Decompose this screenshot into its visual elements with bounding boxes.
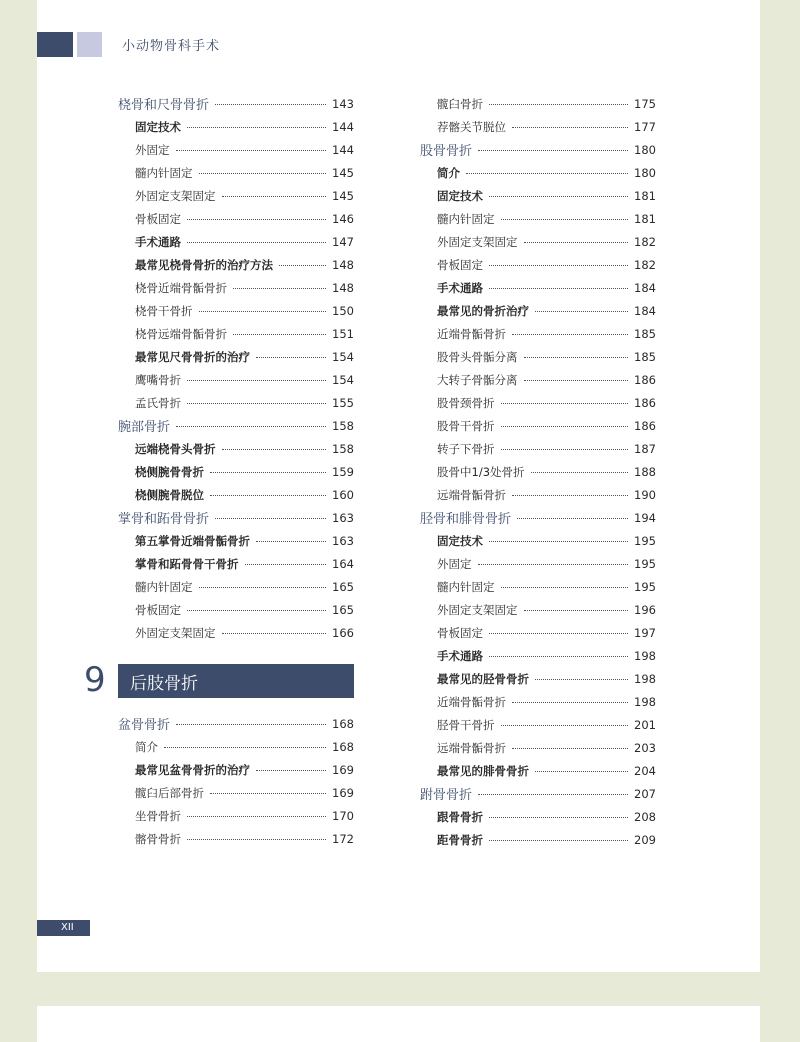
toc-entry[interactable] <box>420 92 656 115</box>
toc-leader-dots <box>512 334 628 335</box>
book-title: 小动物骨科手术 <box>122 39 221 54</box>
toc-leader-dots <box>210 472 326 473</box>
toc-entry-page: 181 <box>634 188 656 203</box>
chapter-title: 后肢骨折 <box>130 673 198 694</box>
toc-entry-page: 187 <box>634 441 656 456</box>
toc-entry[interactable] <box>420 253 656 276</box>
toc-leader-dots <box>233 288 326 289</box>
toc-entry-label: 外固定 <box>437 556 472 571</box>
toc-entry-label: 骨板固定 <box>135 211 181 226</box>
toc-entry[interactable] <box>118 552 354 575</box>
toc-entry-page: 144 <box>332 142 354 157</box>
toc-entry-page: 182 <box>634 234 656 249</box>
toc-entry[interactable] <box>118 345 354 368</box>
toc-entry[interactable] <box>420 644 656 667</box>
toc-entry[interactable] <box>118 758 354 781</box>
toc-entry-label: 胫骨干骨折 <box>437 717 495 732</box>
toc-leader-dots <box>535 311 628 312</box>
toc-entry[interactable] <box>420 828 656 851</box>
toc-entry[interactable] <box>118 437 354 460</box>
toc-entry[interactable] <box>420 506 656 529</box>
toc-entry-label: 固定技术 <box>437 533 483 548</box>
toc-entry-page: 165 <box>332 602 354 617</box>
toc-leader-dots <box>199 173 327 174</box>
toc-entry-label: 手术通路 <box>135 234 181 249</box>
toc-entry[interactable] <box>118 781 354 804</box>
toc-entry[interactable] <box>118 230 354 253</box>
toc-entry-page: 166 <box>332 625 354 640</box>
toc-entry-label: 骨板固定 <box>437 625 483 640</box>
toc-entry-label: 桡骨近端骨骺骨折 <box>135 280 227 295</box>
toc-leader-dots <box>176 724 326 725</box>
toc-entry-page: 194 <box>634 510 656 525</box>
toc-entry-page: 186 <box>634 395 656 410</box>
toc-entry-label: 骨板固定 <box>437 257 483 272</box>
toc-entry-label: 股骨中1/3处骨折 <box>437 464 525 479</box>
toc-column-right <box>420 92 656 851</box>
toc-entry-page: 197 <box>634 625 656 640</box>
toc-leader-dots <box>489 104 628 105</box>
toc-entry-label: 近端骨骺骨折 <box>437 326 506 341</box>
toc-entry-page: 195 <box>634 579 656 594</box>
toc-entry[interactable] <box>420 460 656 483</box>
toc-column-left-bottom <box>118 712 354 850</box>
toc-leader-dots <box>489 633 628 634</box>
toc-entry-label: 髂骨骨折 <box>135 831 181 846</box>
toc-leader-dots <box>210 793 326 794</box>
toc-entry-page: 172 <box>332 831 354 846</box>
toc-entry-label: 远端骨骺骨折 <box>437 740 506 755</box>
toc-entry[interactable] <box>118 391 354 414</box>
toc-entry-page: 195 <box>634 533 656 548</box>
toc-leader-dots <box>524 610 629 611</box>
toc-entry-page: 201 <box>634 717 656 732</box>
toc-entry-page: 207 <box>634 786 656 801</box>
toc-entry-page: 154 <box>332 372 354 387</box>
chapter-number: 9 <box>84 660 106 700</box>
toc-entry-label: 外固定支架固定 <box>437 234 518 249</box>
toc-entry-page: 146 <box>332 211 354 226</box>
toc-entry-page: 163 <box>332 533 354 548</box>
toc-entry-page: 209 <box>634 832 656 847</box>
toc-entry-page: 185 <box>634 349 656 364</box>
toc-entry-page: 188 <box>634 464 656 479</box>
toc-entry-label: 固定技术 <box>437 188 483 203</box>
toc-entry-page: 198 <box>634 694 656 709</box>
toc-entry-page: 175 <box>634 96 656 111</box>
toc-entry[interactable] <box>420 759 656 782</box>
toc-entry-page: 168 <box>332 716 354 731</box>
toc-leader-dots <box>489 840 628 841</box>
toc-entry[interactable] <box>420 782 656 805</box>
toc-entry-label: 盆骨骨折 <box>118 718 171 733</box>
toc-leader-dots <box>512 127 628 128</box>
toc-leader-dots <box>478 150 628 151</box>
toc-entry[interactable] <box>420 575 656 598</box>
toc-entry-page: 154 <box>332 349 354 364</box>
toc-leader-dots <box>176 150 327 151</box>
toc-entry[interactable] <box>118 827 354 850</box>
toc-entry[interactable] <box>420 276 656 299</box>
toc-entry-page: 155 <box>332 395 354 410</box>
toc-entry-label: 简介 <box>135 739 158 754</box>
toc-entry-page: 182 <box>634 257 656 272</box>
toc-entry-page: 160 <box>332 487 354 502</box>
toc-column-left-top <box>118 92 354 644</box>
toc-entry[interactable] <box>420 414 656 437</box>
toc-entry-page: 163 <box>332 510 354 525</box>
toc-leader-dots <box>187 403 326 404</box>
toc-leader-dots <box>489 541 628 542</box>
toc-entry-label: 股骨干骨折 <box>437 418 495 433</box>
toc-entry-page: 145 <box>332 188 354 203</box>
toc-entry-label: 股骨骨折 <box>420 144 473 159</box>
toc-entry[interactable] <box>118 207 354 230</box>
toc-leader-dots <box>524 357 629 358</box>
toc-entry[interactable] <box>420 322 656 345</box>
toc-leader-dots <box>535 771 628 772</box>
toc-leader-dots <box>245 564 327 565</box>
toc-entry-label: 胫骨和腓骨骨折 <box>420 512 512 527</box>
toc-entry-label: 腕部骨折 <box>118 420 171 435</box>
toc-entry-label: 掌骨和跖骨骨干骨折 <box>135 556 239 571</box>
toc-entry-page: 151 <box>332 326 354 341</box>
toc-leader-dots <box>501 587 629 588</box>
toc-leader-dots <box>512 702 628 703</box>
toc-entry-page: 177 <box>634 119 656 134</box>
toc-entry-page: 190 <box>634 487 656 502</box>
toc-leader-dots <box>187 380 326 381</box>
toc-entry-label: 简介 <box>437 165 460 180</box>
toc-entry-page: 158 <box>332 418 354 433</box>
toc-entry-label: 大转子骨骺分离 <box>437 372 518 387</box>
toc-entry-page: 181 <box>634 211 656 226</box>
toc-entry-page: 143 <box>332 96 354 111</box>
toc-entry[interactable] <box>118 414 354 437</box>
toc-entry-label: 股骨颈骨折 <box>437 395 495 410</box>
toc-leader-dots <box>199 587 327 588</box>
toc-entry-page: 145 <box>332 165 354 180</box>
toc-entry-label: 固定技术 <box>135 119 181 134</box>
toc-entry-label: 最常见的骨折治疗 <box>437 303 529 318</box>
toc-entry[interactable] <box>118 253 354 276</box>
toc-entry-label: 最常见的腓骨骨折 <box>437 763 529 778</box>
toc-entry[interactable] <box>118 138 354 161</box>
toc-leader-dots <box>512 748 628 749</box>
toc-entry-label: 桡骨干骨折 <box>135 303 193 318</box>
toc-entry[interactable] <box>118 276 354 299</box>
toc-leader-dots <box>478 794 628 795</box>
toc-leader-dots <box>489 265 628 266</box>
toc-entry-page: 186 <box>634 372 656 387</box>
toc-entry[interactable] <box>420 598 656 621</box>
toc-leader-dots <box>187 610 326 611</box>
toc-entry[interactable] <box>420 552 656 575</box>
toc-entry[interactable] <box>118 161 354 184</box>
toc-entry[interactable] <box>118 506 354 529</box>
toc-entry-page: 165 <box>332 579 354 594</box>
page-number: XII <box>37 920 90 936</box>
toc-entry-page: 198 <box>634 648 656 663</box>
toc-leader-dots <box>489 288 628 289</box>
toc-entry-label: 跗骨骨折 <box>420 788 473 803</box>
toc-entry-label: 桡侧腕骨脱位 <box>135 487 204 502</box>
toc-leader-dots <box>517 518 628 519</box>
toc-leader-dots <box>531 472 629 473</box>
toc-entry-label: 髓内针固定 <box>437 211 495 226</box>
toc-entry[interactable] <box>420 621 656 644</box>
toc-leader-dots <box>501 403 629 404</box>
toc-entry-label: 髓内针固定 <box>135 165 193 180</box>
toc-entry[interactable] <box>420 345 656 368</box>
toc-leader-dots <box>187 127 326 128</box>
toc-entry-page: 208 <box>634 809 656 824</box>
toc-leader-dots <box>176 426 326 427</box>
toc-leader-dots <box>187 839 326 840</box>
next-page-edge <box>37 1006 760 1042</box>
toc-leader-dots <box>524 380 629 381</box>
toc-entry-page: 204 <box>634 763 656 778</box>
toc-entry[interactable] <box>420 115 656 138</box>
toc-entry-label: 远端骨骺骨折 <box>437 487 506 502</box>
toc-entry[interactable] <box>118 575 354 598</box>
toc-leader-dots <box>535 679 628 680</box>
toc-entry-label: 最常见的胫骨骨折 <box>437 671 529 686</box>
toc-entry[interactable] <box>118 621 354 644</box>
toc-entry-page: 180 <box>634 142 656 157</box>
toc-leader-dots <box>222 196 327 197</box>
toc-entry-label: 外固定支架固定 <box>437 602 518 617</box>
toc-entry-page: 196 <box>634 602 656 617</box>
toc-entry-page: 185 <box>634 326 656 341</box>
toc-entry-page: 148 <box>332 257 354 272</box>
toc-entry-label: 外固定 <box>135 142 170 157</box>
toc-entry-label: 手术通路 <box>437 280 483 295</box>
toc-entry-label: 髋臼后部骨折 <box>135 785 204 800</box>
toc-entry-page: 159 <box>332 464 354 479</box>
toc-entry-label: 桡侧腕骨骨折 <box>135 464 204 479</box>
toc-entry-label: 转子下骨折 <box>437 441 495 456</box>
toc-leader-dots <box>489 196 628 197</box>
toc-entry[interactable] <box>420 805 656 828</box>
toc-entry[interactable] <box>420 713 656 736</box>
toc-entry-page: 203 <box>634 740 656 755</box>
toc-leader-dots <box>501 449 629 450</box>
toc-leader-dots <box>501 219 629 220</box>
toc-entry[interactable] <box>118 529 354 552</box>
chapter-heading <box>84 660 354 700</box>
toc-entry-page: 186 <box>634 418 656 433</box>
toc-entry-label: 最常见桡骨骨折的治疗方法 <box>135 257 273 272</box>
toc-entry-page: 144 <box>332 119 354 134</box>
toc-entry-label: 手术通路 <box>437 648 483 663</box>
toc-entry-page: 147 <box>332 234 354 249</box>
toc-entry-label: 鹰嘴骨折 <box>135 372 181 387</box>
toc-entry-label: 桡骨和尺骨骨折 <box>118 98 210 113</box>
toc-entry-label: 最常见尺骨骨折的治疗 <box>135 349 250 364</box>
toc-leader-dots <box>233 334 326 335</box>
toc-entry-label: 髓内针固定 <box>135 579 193 594</box>
toc-leader-dots <box>222 633 327 634</box>
toc-leader-dots <box>478 564 629 565</box>
toc-entry[interactable] <box>420 667 656 690</box>
toc-entry-label: 荐髂关节脱位 <box>437 119 506 134</box>
toc-entry-label: 孟氏骨折 <box>135 395 181 410</box>
toc-leader-dots <box>187 242 326 243</box>
toc-entry-page: 170 <box>332 808 354 823</box>
toc-entry[interactable] <box>118 184 354 207</box>
toc-entry-page: 198 <box>634 671 656 686</box>
toc-leader-dots <box>256 357 326 358</box>
toc-entry[interactable] <box>420 368 656 391</box>
toc-entry[interactable] <box>420 391 656 414</box>
toc-entry-label: 骨板固定 <box>135 602 181 617</box>
toc-entry-page: 184 <box>634 303 656 318</box>
toc-entry[interactable] <box>420 138 656 161</box>
toc-leader-dots <box>256 541 326 542</box>
toc-leader-dots <box>524 242 629 243</box>
toc-entry-label: 外固定支架固定 <box>135 625 216 640</box>
header-light-block <box>77 32 102 57</box>
toc-entry[interactable] <box>118 299 354 322</box>
toc-leader-dots <box>501 426 629 427</box>
toc-entry-page: 164 <box>332 556 354 571</box>
toc-entry[interactable] <box>420 161 656 184</box>
toc-entry-label: 髓内针固定 <box>437 579 495 594</box>
toc-entry[interactable] <box>118 804 354 827</box>
toc-leader-dots <box>466 173 628 174</box>
toc-entry-page: 158 <box>332 441 354 456</box>
toc-leader-dots <box>199 311 327 312</box>
toc-entry-page: 169 <box>332 785 354 800</box>
toc-entry-label: 掌骨和跖骨骨折 <box>118 512 210 527</box>
toc-leader-dots <box>512 495 628 496</box>
toc-entry[interactable] <box>118 460 354 483</box>
toc-entry-page: 169 <box>332 762 354 777</box>
toc-entry[interactable] <box>420 184 656 207</box>
toc-entry-page: 150 <box>332 303 354 318</box>
toc-entry[interactable] <box>420 207 656 230</box>
toc-entry-page: 180 <box>634 165 656 180</box>
toc-entry-page: 148 <box>332 280 354 295</box>
toc-leader-dots <box>164 747 326 748</box>
toc-entry-label: 外固定支架固定 <box>135 188 216 203</box>
toc-entry-label: 桡骨远端骨骺骨折 <box>135 326 227 341</box>
toc-entry-label: 股骨头骨骺分离 <box>437 349 518 364</box>
toc-leader-dots <box>256 770 326 771</box>
toc-leader-dots <box>187 219 326 220</box>
toc-entry-label: 坐骨骨折 <box>135 808 181 823</box>
toc-entry-label: 近端骨骺骨折 <box>437 694 506 709</box>
toc-entry[interactable] <box>420 483 656 506</box>
toc-entry[interactable] <box>118 735 354 758</box>
toc-entry-page: 184 <box>634 280 656 295</box>
toc-entry[interactable] <box>420 690 656 713</box>
toc-entry[interactable] <box>118 368 354 391</box>
toc-leader-dots <box>489 656 628 657</box>
toc-entry-label: 远端桡骨头骨折 <box>135 441 216 456</box>
toc-entry-page: 168 <box>332 739 354 754</box>
toc-entry[interactable] <box>118 598 354 621</box>
toc-entry-label: 距骨骨折 <box>437 832 483 847</box>
toc-entry-page: 195 <box>634 556 656 571</box>
toc-entry[interactable] <box>420 736 656 759</box>
toc-entry-label: 髋臼骨折 <box>437 96 483 111</box>
header-dark-block <box>37 32 73 57</box>
toc-leader-dots <box>279 265 326 266</box>
toc-leader-dots <box>215 518 326 519</box>
toc-entry[interactable] <box>420 529 656 552</box>
toc-entry[interactable] <box>118 92 354 115</box>
toc-leader-dots <box>215 104 326 105</box>
toc-entry[interactable] <box>118 322 354 345</box>
toc-entry[interactable] <box>420 230 656 253</box>
toc-entry[interactable] <box>420 299 656 322</box>
toc-entry[interactable] <box>420 437 656 460</box>
toc-leader-dots <box>222 449 327 450</box>
toc-leader-dots <box>501 725 629 726</box>
toc-leader-dots <box>187 816 326 817</box>
toc-entry-label: 跟骨骨折 <box>437 809 483 824</box>
chapter-title-bar <box>118 664 354 698</box>
toc-leader-dots <box>489 817 628 818</box>
toc-entry-label: 最常见盆骨骨折的治疗 <box>135 762 250 777</box>
toc-entry[interactable] <box>118 115 354 138</box>
toc-entry-label: 第五掌骨近端骨骺骨折 <box>135 533 250 548</box>
toc-leader-dots <box>210 495 326 496</box>
toc-entry[interactable] <box>118 483 354 506</box>
toc-entry[interactable] <box>118 712 354 735</box>
